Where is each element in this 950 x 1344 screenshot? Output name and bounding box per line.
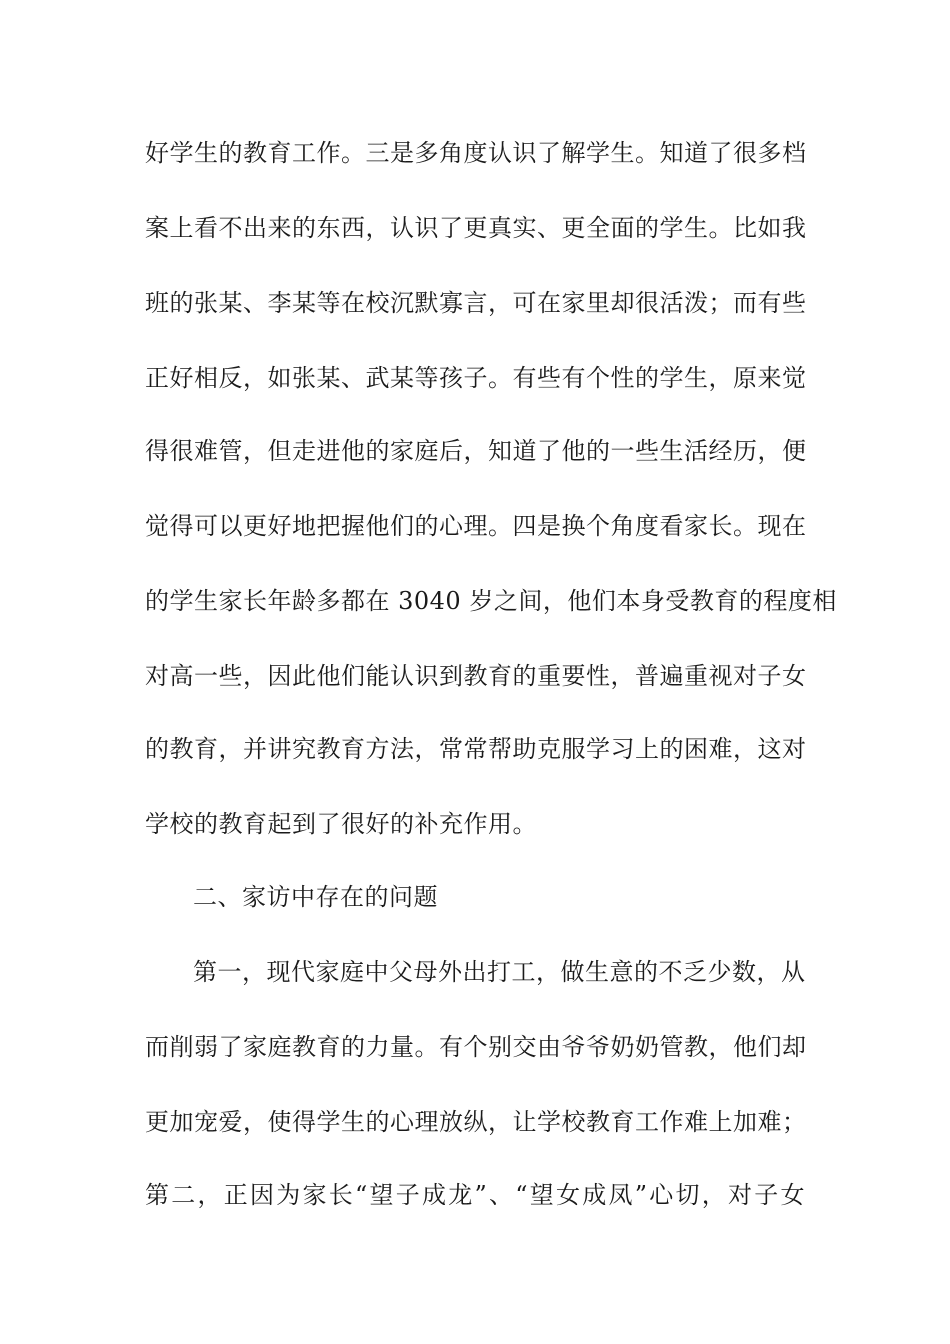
paragraph-line: 第一，现代家庭中父母外出打工，做生意的不乏少数，从	[193, 958, 806, 986]
paragraph-line: 的学生家长年龄多都在 3040 岁之间，他们本身受教育的程度相	[145, 587, 837, 615]
paragraph-line: 得很难管，但走进他的家庭后，知道了他的一些生活经历，便	[145, 437, 807, 465]
paragraph-line: 第二，正因为家长“望子成龙”、“望女成凤”心切，对子女	[145, 1181, 805, 1209]
paragraph-line: 对高一些，因此他们能认识到教育的重要性，普遍重视对子女	[145, 662, 807, 690]
paragraph-line: 而削弱了家庭教育的力量。有个别交由爷爷奶奶管教，他们却	[145, 1033, 807, 1061]
paragraph-line: 觉得可以更好地把握他们的心理。四是换个角度看家长。现在	[145, 512, 807, 540]
section-heading: 二、家访中存在的问题	[193, 883, 438, 911]
paragraph-line: 班的张某、李某等在校沉默寡言，可在家里却很活泼；而有些	[145, 289, 807, 317]
paragraph-line-last: 学校的教育起到了很好的补充作用。	[145, 810, 537, 838]
paragraph-line: 正好相反，如张某、武某等孩子。有些有个性的学生，原来觉	[145, 364, 807, 392]
paragraph-line: 更加宠爱，使得学生的心理放纵，让学校教育工作难上加难；	[145, 1108, 807, 1136]
paragraph-line: 的教育，并讲究教育方法，常常帮助克服学习上的困难，这对	[145, 735, 807, 763]
paragraph-line: 好学生的教育工作。三是多角度认识了解学生。知道了很多档	[145, 139, 807, 167]
paragraph-line: 案上看不出来的东西，认识了更真实、更全面的学生。比如我	[145, 214, 807, 242]
